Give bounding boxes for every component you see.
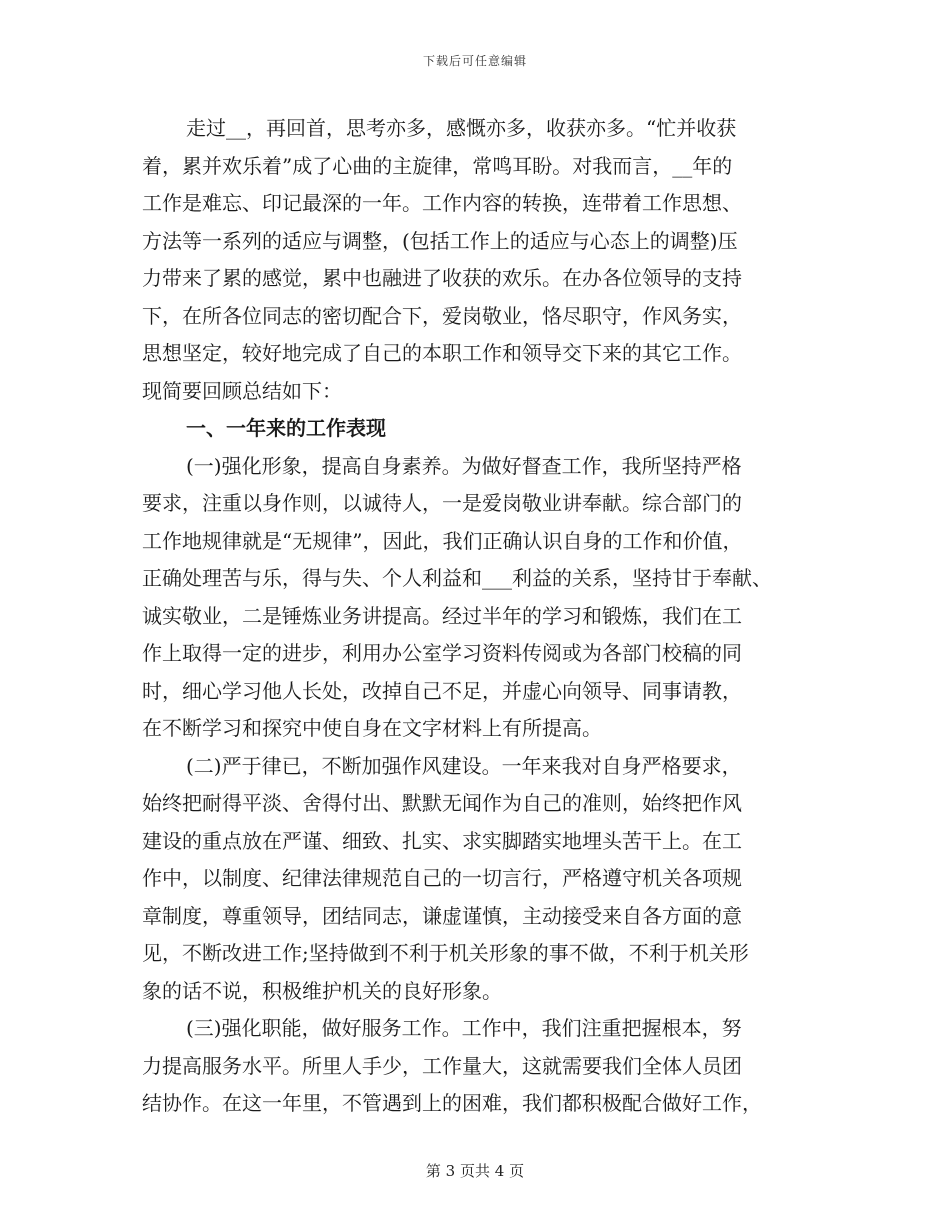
- document-body: [142, 110, 808, 1123]
- text-line: 要求，注重以身作则，以诚待人，一是爱岗敬业讲奉献。综合部门的: [142, 491, 742, 515]
- text-line: 作上取得一定的进步，利用办公室学习资料传阅或为各部门校稿的同: [142, 641, 742, 665]
- text-line: 建设的重点放在严谨、细致、扎实、求实脚踏实地埋头苦干上。在工: [142, 828, 742, 853]
- text-line: 诚实敬业，二是锤炼业务讲提高。经过半年的学习和锻炼，我们在工: [142, 603, 742, 628]
- text-line: 方法等一系列的适应与调整，(包括工作上的适应与心态上的调整)压: [142, 228, 738, 253]
- text-line: 走过__，再回首，思考亦多，感慨亦多，收获亦多。“忙并收获: [186, 116, 737, 140]
- text-line: 工作地规律就是“无规律”，因此，我们正确认识自身的工作和价值，: [142, 528, 743, 553]
- text-line: 作中，以制度、纪律法律规范自己的一切言行，严格遵守机关各项规: [142, 866, 742, 890]
- text-line: 始终把耐得平淡、舍得付出、默默无闻作为自己的准则，始终把作风: [142, 791, 742, 815]
- text-line: 章制度，尊重领导，团结同志，谦虚谨慎，主动接受来自各方面的意: [142, 903, 742, 928]
- text-line: 工作是难忘、印记最深的一年。工作内容的转换，连带着工作思想、: [142, 191, 742, 215]
- text-line: (三)强化职能，做好服务工作。工作中，我们注重把握根本，努: [186, 1016, 742, 1040]
- text-line: 思想坚定，较好地完成了自己的本职工作和领导交下来的其它工作。: [142, 341, 742, 365]
- text-line: (二)严于律已，不断加强作风建设。一年来我对自身严格要求，: [186, 753, 742, 778]
- text-line: 力提高服务水平。所里人手少，工作量大，这就需要我们全体人员团: [142, 1053, 742, 1078]
- text-line: 在不断学习和探究中使自身在文字材料上有所提高。: [142, 716, 602, 740]
- text-line: 着，累并欢乐着”成了心曲的主旋律，常鸣耳盼。对我而言，__年的: [142, 153, 733, 178]
- text-line: (一)强化形象，提高自身素养。为做好督查工作，我所坚持严格: [186, 453, 742, 478]
- section-heading: 一、一年来的工作表现: [186, 416, 386, 440]
- text-line: 象的话不说，积极维护机关的良好形象。: [142, 978, 502, 1003]
- text-line: 现简要回顾总结如下：: [142, 378, 342, 403]
- text-line: 结协作。在这一年里，不管遇到上的困难，我们都积极配合做好工作，: [142, 1091, 762, 1115]
- text-line: 正确处理苦与乐，得与失、个人利益和___利益的关系，坚持甘于奉献、: [142, 566, 772, 590]
- text-line: 见，不断改进工作;坚持做到不利于机关形象的事不做，不利于机关形: [142, 941, 749, 965]
- text-line: 时，细心学习他人长处，改掉自己不足，并虚心向领导、同事请教，: [142, 678, 742, 703]
- page-footer: 第 3 页共 4 页: [425, 1162, 525, 1180]
- text-line: 力带来了累的感觉，累中也融进了收获的欢乐。在办各位领导的支持: [142, 266, 742, 290]
- text-line: 下，在所各位同志的密切配合下，爱岗敬业，恪尽职守，作风务实，: [142, 303, 742, 328]
- page-header: 下载后可任意编辑: [422, 54, 527, 68]
